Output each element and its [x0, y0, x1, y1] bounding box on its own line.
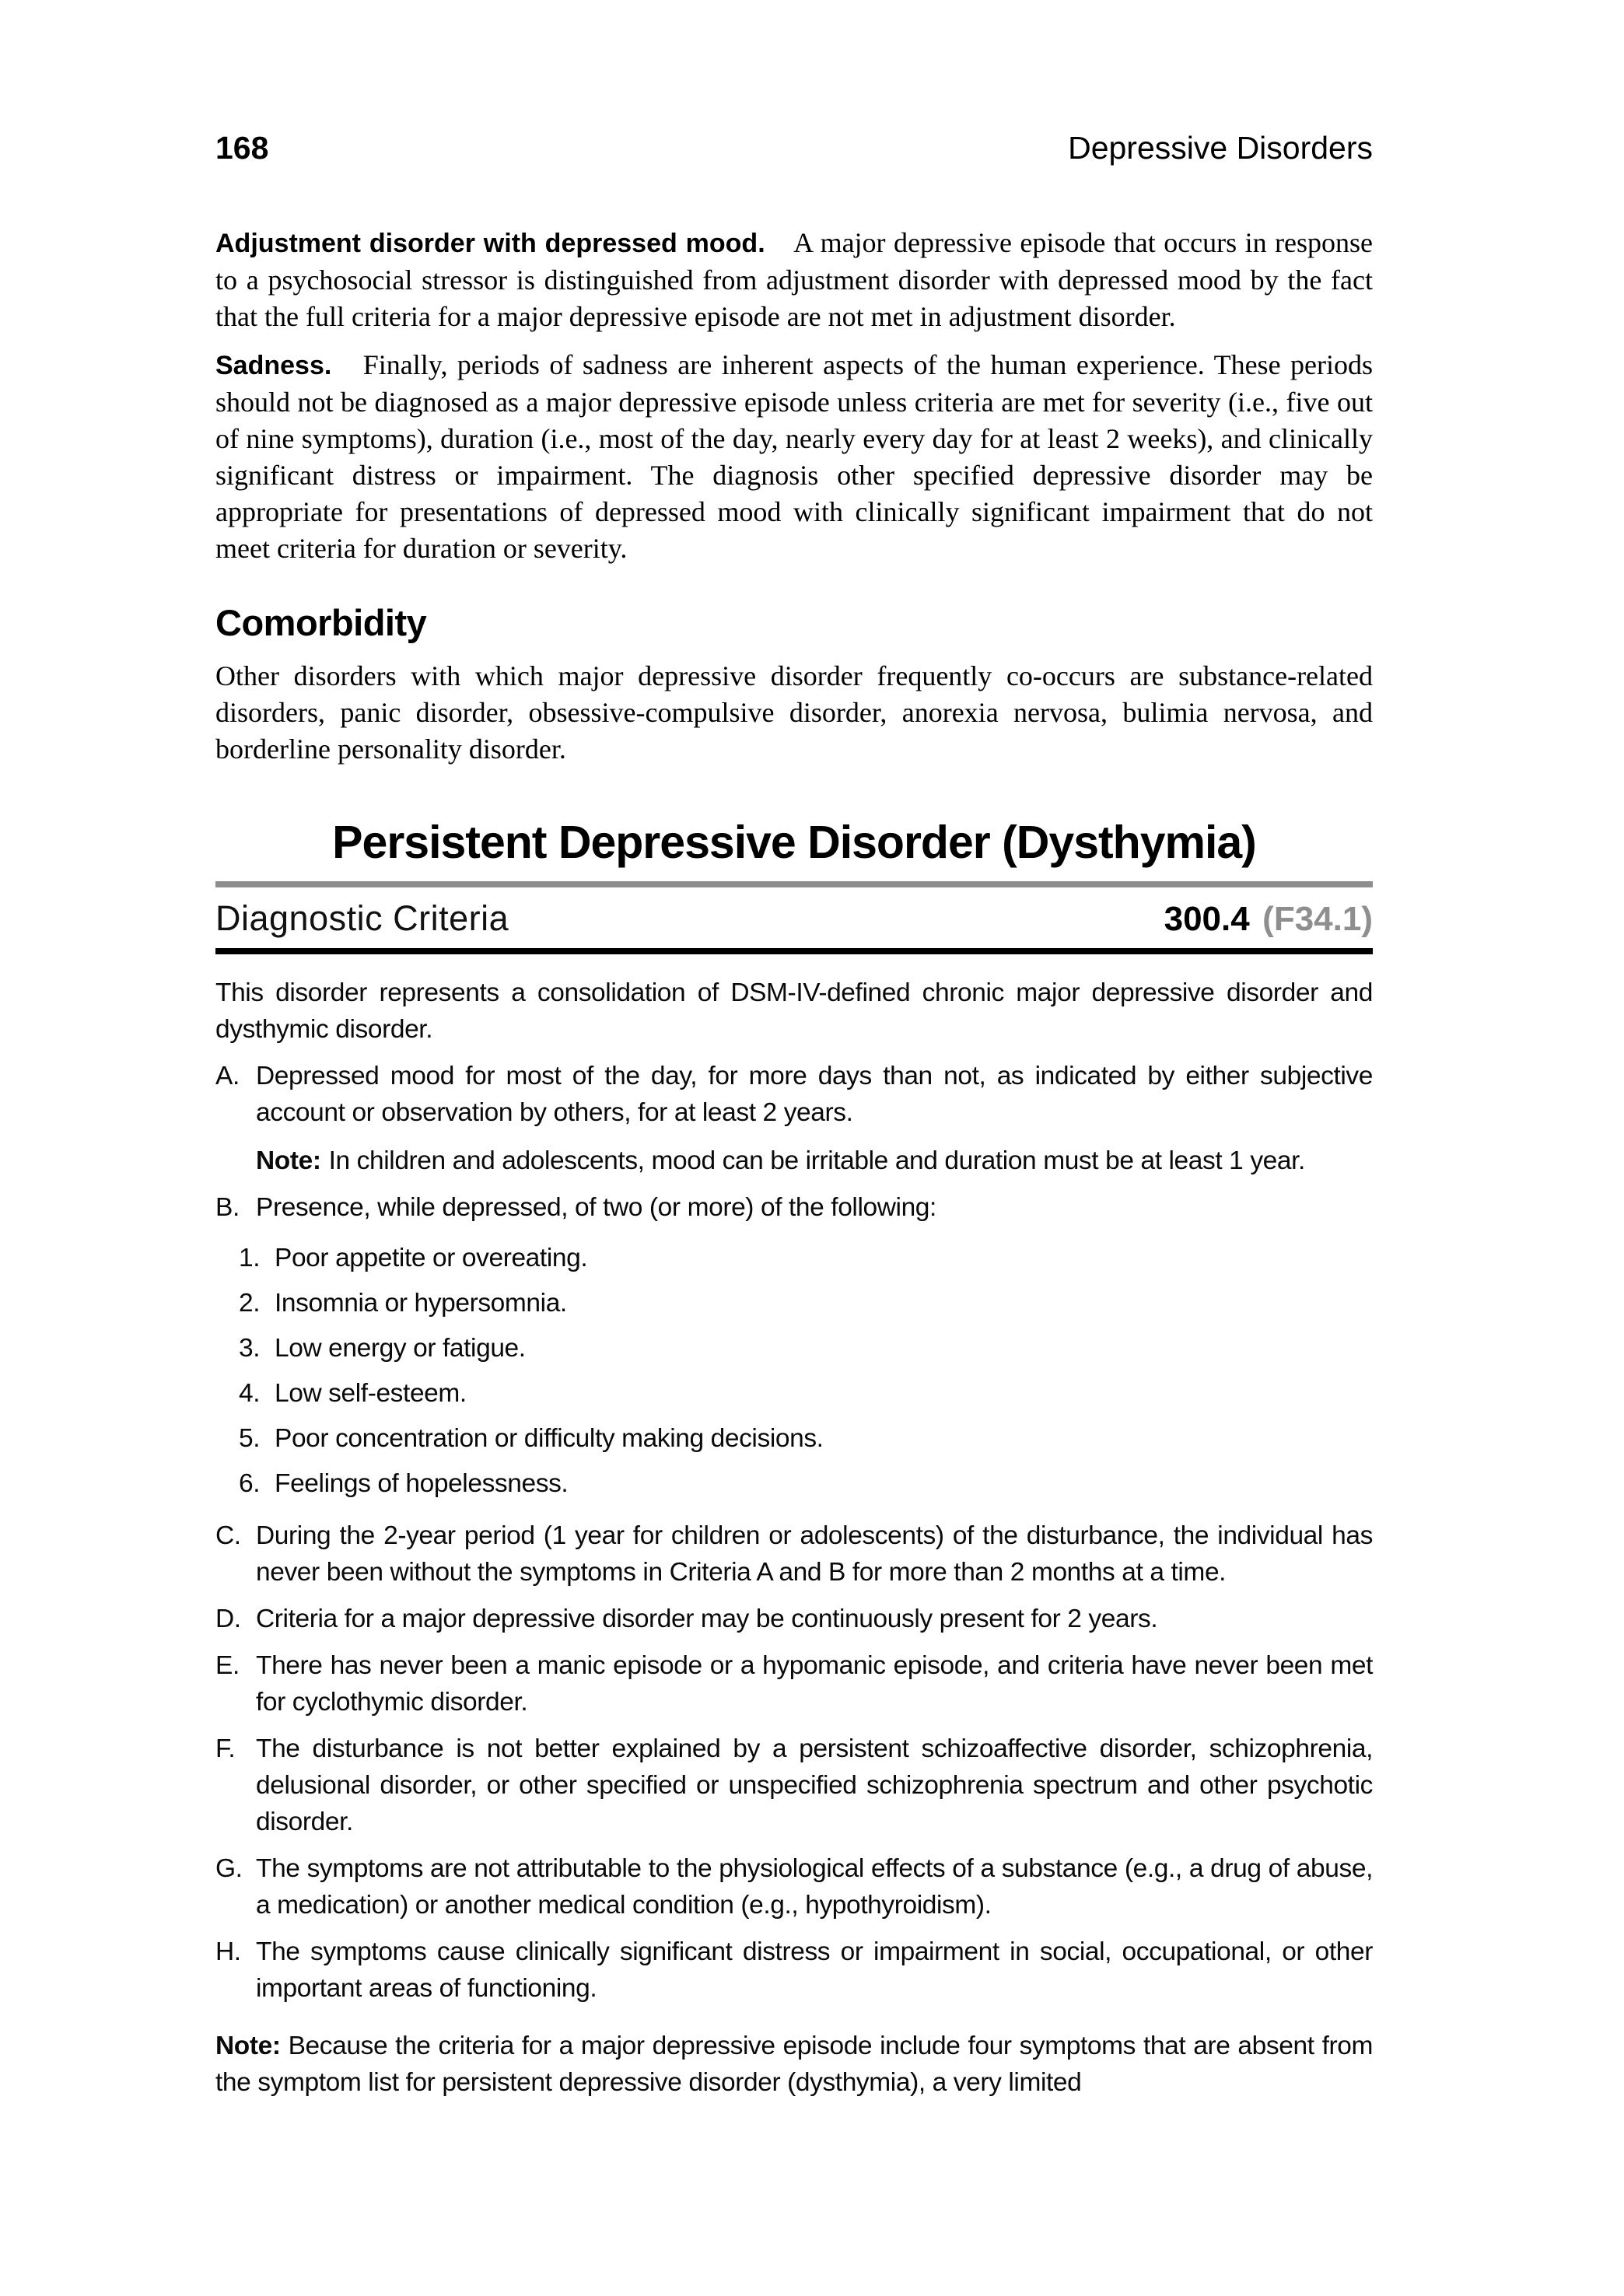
- symptom-item-1: [215, 1240, 1373, 1276]
- criterion-text: During the 2-year period (1 year for children or adolescents) of the disturbance, the individual has never been without the symptoms in Criteria A and B for more than 2 months at a time.: [256, 1521, 1373, 1587]
- page-number: 168: [215, 130, 269, 166]
- symptom-text: Insomnia or hypersomnia.: [275, 1289, 567, 1318]
- criterion-letter: B.: [215, 1193, 240, 1222]
- running-head-title: Depressive Disorders: [1068, 130, 1373, 166]
- criteria-header: [215, 887, 1373, 948]
- criterion-letter: H.: [215, 1937, 241, 1966]
- criterion-d: [215, 1601, 1373, 1637]
- divider-black: [215, 948, 1373, 954]
- icd-code: (F34.1): [1262, 900, 1373, 938]
- criterion-text: The symptoms are not attributable to the physiological effects of a substance (e.g., a drug of abuse, a medication) or another medical condition (e.g., hypothyroidism).: [256, 1854, 1373, 1920]
- criteria-intro: This disorder represents a consolidation of DSM-IV-defined chronic major depressive disorder and dysthymic disorder.: [215, 978, 1373, 1044]
- criterion-text: There has never been a manic episode or a hypomanic episode, and criteria have never been met for cyclothymic disorder.: [256, 1651, 1373, 1717]
- diagnostic-criteria-label: Diagnostic Criteria: [215, 898, 509, 938]
- paragraph-lead-adjustment: Adjustment disorder with depressed mood.: [215, 229, 765, 258]
- note-text: In children and adolescents, mood can be irritable and duration must be at least 1 year.: [328, 1146, 1305, 1175]
- criterion-body: [256, 1934, 1373, 2007]
- diagnostic-codes: [1164, 900, 1373, 939]
- criterion-g: [215, 1850, 1373, 1923]
- symptom-number: 3.: [239, 1334, 261, 1363]
- criterion-a: [215, 1058, 1373, 1179]
- criterion-h: [215, 1934, 1373, 2007]
- criteria-block: [215, 975, 1373, 2101]
- criterion-text: The symptoms cause clinically significant distress or impairment in social, occupational, or other important areas of functioning.: [256, 1937, 1373, 2003]
- criterion-letter: F.: [215, 1734, 236, 1763]
- symptom-item-5: [215, 1420, 1373, 1457]
- note-text: Because the criteria for a major depressive episode include four symptoms that are absent from the symptom list for persistent depressive disorder (dysthymia), a very limited: [215, 2032, 1373, 2097]
- symptom-number: 5.: [239, 1424, 261, 1453]
- criterion-text: Presence, while depressed, of two (or more) of the following:: [256, 1193, 936, 1222]
- symptom-item-4: [215, 1375, 1373, 1412]
- dsm-code: 300.4: [1164, 900, 1250, 938]
- criterion-text: Depressed mood for most of the day, for more days than not, as indicated by either subjective account or observation by others, for at least 2 years.: [256, 1062, 1373, 1127]
- criterion-c: [215, 1517, 1373, 1591]
- criterion-letter: A.: [215, 1062, 240, 1090]
- disorder-title: Persistent Depressive Disorder (Dysthymia): [332, 817, 1256, 868]
- symptom-number: 4.: [239, 1379, 261, 1408]
- symptom-text: Low energy or fatigue.: [275, 1334, 526, 1363]
- comorbidity-text: Other disorders with which major depressive disorder frequently co-occurs are substance-related disorders, panic disorder, obsessive-compulsive disorder, anorexia nervosa, bulimia nervosa, and borderline personality disorder.: [215, 660, 1373, 765]
- paragraph-adjustment-disorder: [215, 225, 1373, 335]
- criterion-body: [256, 1647, 1373, 1720]
- section-heading-comorbidity: Comorbidity: [215, 602, 427, 643]
- criterion-letter: D.: [215, 1605, 241, 1633]
- criterion-letter: E.: [215, 1651, 240, 1680]
- symptom-number: 2.: [239, 1289, 261, 1318]
- running-header: [215, 132, 1373, 164]
- criterion-body: [256, 1058, 1373, 1179]
- symptom-text: Poor appetite or overeating.: [275, 1244, 588, 1272]
- criterion-f: [215, 1731, 1373, 1840]
- criterion-body: [256, 1731, 1373, 1840]
- paragraph-text-sadness: Finally, periods of sadness are inherent aspects of the human experience. These periods should not be diagnosed as a major depressive episode unless criteria are met for severity (i.e., five out of nine symptoms), duration (i.e., most of the day, nearly every day for at least 2 weeks), and clinically significant distress or impairment. The diagnosis other specified depressive disorder may be appropriate for presentations of depressed mood with clinically significant impairment that do not meet criteria for duration or severity.: [215, 349, 1373, 564]
- criterion-letter: G.: [215, 1854, 243, 1883]
- criterion-text: Criteria for a major depressive disorder may be continuously present for 2 years.: [256, 1605, 1158, 1633]
- symptom-item-6: [215, 1465, 1373, 1502]
- note-lead: Note:: [215, 2032, 281, 2060]
- symptom-text: Poor concentration or difficulty making decisions.: [275, 1424, 824, 1453]
- criterion-a-note: [256, 1143, 1373, 1179]
- paragraph-lead-sadness: Sadness.: [215, 351, 332, 380]
- symptom-item-2: [215, 1285, 1373, 1321]
- criterion-body: [256, 1189, 1373, 1226]
- note-lead: Note:: [256, 1146, 321, 1175]
- symptom-number: 1.: [239, 1244, 261, 1272]
- criterion-body: [256, 1517, 1373, 1591]
- divider-gray: [215, 881, 1373, 887]
- paragraph-text-adjustment: A major depressive episode that occurs in response to a psychosocial stressor is distinguished from adjustment disorder with depressed mood by the fact that the full criteria for a major depressive episode are not met in adjustment disorder.: [215, 227, 1373, 332]
- criterion-letter: C.: [215, 1521, 241, 1550]
- criterion-text: The disturbance is not better explained by a persistent schizoaffective disorder, schizophrenia, delusional disorder, or other specified or unspecified schizophrenia spectrum and other psychotic disorder.: [256, 1734, 1373, 1836]
- criterion-b-symptom-list: [215, 1240, 1373, 1502]
- symptom-item-3: [215, 1330, 1373, 1367]
- symptom-text: Low self-esteem.: [275, 1379, 467, 1408]
- criterion-body: [256, 1601, 1373, 1637]
- criterion-body: [256, 1850, 1373, 1923]
- criteria-closing-note: [215, 2028, 1373, 2101]
- criterion-b: [215, 1189, 1373, 1226]
- symptom-text: Feelings of hopelessness.: [275, 1469, 569, 1498]
- criterion-e: [215, 1647, 1373, 1720]
- paragraph-sadness: [215, 347, 1373, 567]
- symptom-number: 6.: [239, 1469, 261, 1498]
